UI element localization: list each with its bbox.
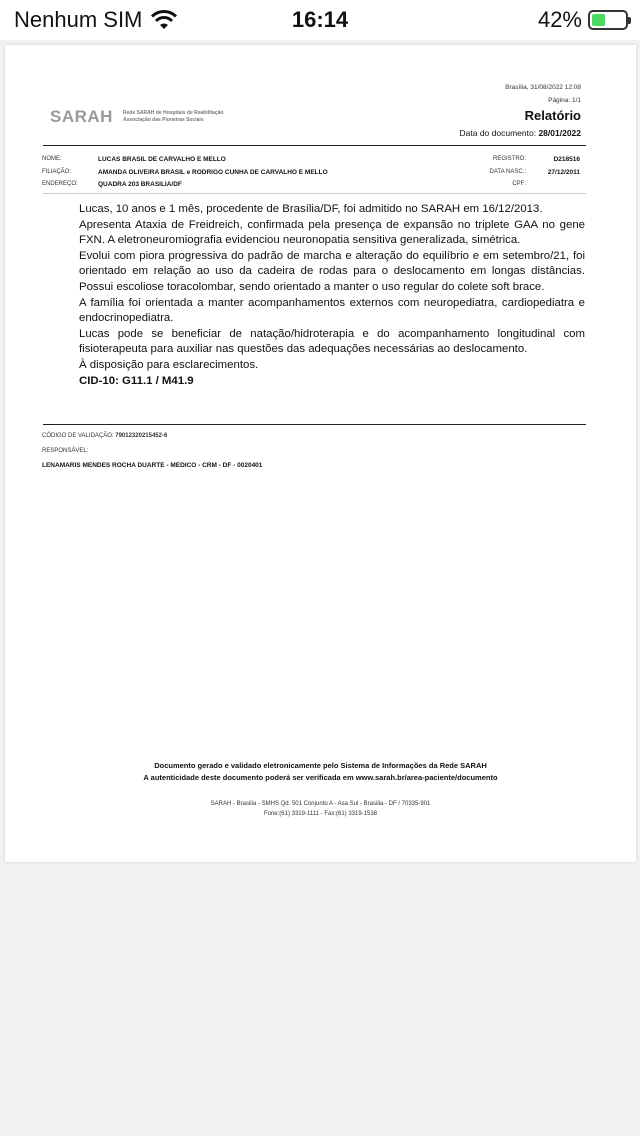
value-endereco: QUADRA 203 BRASILIA/DF xyxy=(98,181,182,188)
label-data-nasc: DATA NASC.: xyxy=(489,169,526,175)
status-bar xyxy=(0,0,640,40)
document-page xyxy=(5,45,636,862)
responsible-name: LENAMARIS MENDES ROCHA DUARTE - MEDICO - CRM - DF - 0020401 xyxy=(42,462,263,469)
paragraph: Apresenta Ataxia de Freidreich, confirmada pela presença de expansão no triplete GAA no gene FXN. A eletroneuromiografia evidenciou neuronopatia sensitiva generalizada, simétrica. xyxy=(79,218,585,247)
paragraph: À disposição para esclarecimentos. xyxy=(79,358,259,371)
printed-date: Brasília, 31/08/2022 12:08 xyxy=(505,84,581,91)
validation-code: CÓDIGO DE VALIDAÇÃO: 79012320215452-6 xyxy=(42,433,168,439)
battery-icon xyxy=(588,10,628,30)
footer-address: SARAH - Brasilia - SMHS Qd. 501 Conjunto A - Asa Sul - Brasilia - DF / 70335-901 xyxy=(210,801,431,807)
footer-generated: Documento gerado e validado eletronicamente pelo Sistema de Informações da Rede SARAH xyxy=(154,761,487,770)
value-registro: D218516 xyxy=(553,156,580,163)
sarah-logo: SARAH xyxy=(50,107,113,126)
label-filiacao: FILIAÇÃO: xyxy=(42,169,72,175)
paragraph: Lucas, 10 anos e 1 mês, procedente de Brasília/DF, foi admitido no SARAH em 16/12/2013. xyxy=(79,203,543,215)
paragraph: Evolui com piora progressiva do padrão de marcha e alteração do equilíbrio e em setembro/21, foi orientado em relação ao uso da cadeira de rodas para o deslocamento em longas distâncias. Possui escoliose toracolombar, sendo orientado a manter o uso regular do colete soft brace. xyxy=(79,249,585,293)
document-date: Data do documento: 28/01/2022 xyxy=(459,128,581,138)
label-nome: NOME: xyxy=(42,156,62,162)
footer-authenticity: A autenticidade deste documento poderá ser verificada em www.sarah.br/area-paciente/documento xyxy=(143,773,498,782)
value-nome: LUCAS BRASIL DE CARVALHO E MELLO xyxy=(98,156,226,163)
responsible-label: RESPONSÁVEL: xyxy=(42,448,89,454)
label-registro: REGISTRO: xyxy=(492,156,526,162)
report-body xyxy=(79,202,585,389)
page-number: Página: 1/1 xyxy=(548,97,581,104)
value-data-nasc: 27/12/2011 xyxy=(547,169,580,176)
clock: 16:14 xyxy=(291,7,349,32)
label-cpf: CPF: xyxy=(512,181,526,187)
carrier: Nenhum SIM xyxy=(14,7,178,33)
cid-code: CID-10: G11.1 / M41.9 xyxy=(79,374,194,387)
logo-subtitle: Rede SARAH de Hospitais de Reabilitação Associação das Pioneiras Sociais xyxy=(123,110,224,123)
footer-phone: Fone:(61) 3319-1111 - Fax:(61) 3319-1538 xyxy=(263,811,378,817)
label-endereco: ENDEREÇO: xyxy=(42,181,78,187)
paragraph: A família foi orientada a manter acompanhamentos externos com neuropediatra, cardiopediatra e endocrinopediatra. xyxy=(79,296,585,325)
battery: 42% xyxy=(538,7,628,33)
paragraph: Lucas pode se beneficiar de natação/hidroterapia e do acompanhamento longitudinal com fisioterapeuta para auxiliar nas questões das adequações necessárias ao deslocamento. xyxy=(79,327,585,356)
value-filiacao: AMANDA OLIVEIRA BRASIL e RODRIGO CUNHA DE CARVALHO E MELLO xyxy=(98,169,328,176)
document-title: Relatório xyxy=(524,108,581,123)
